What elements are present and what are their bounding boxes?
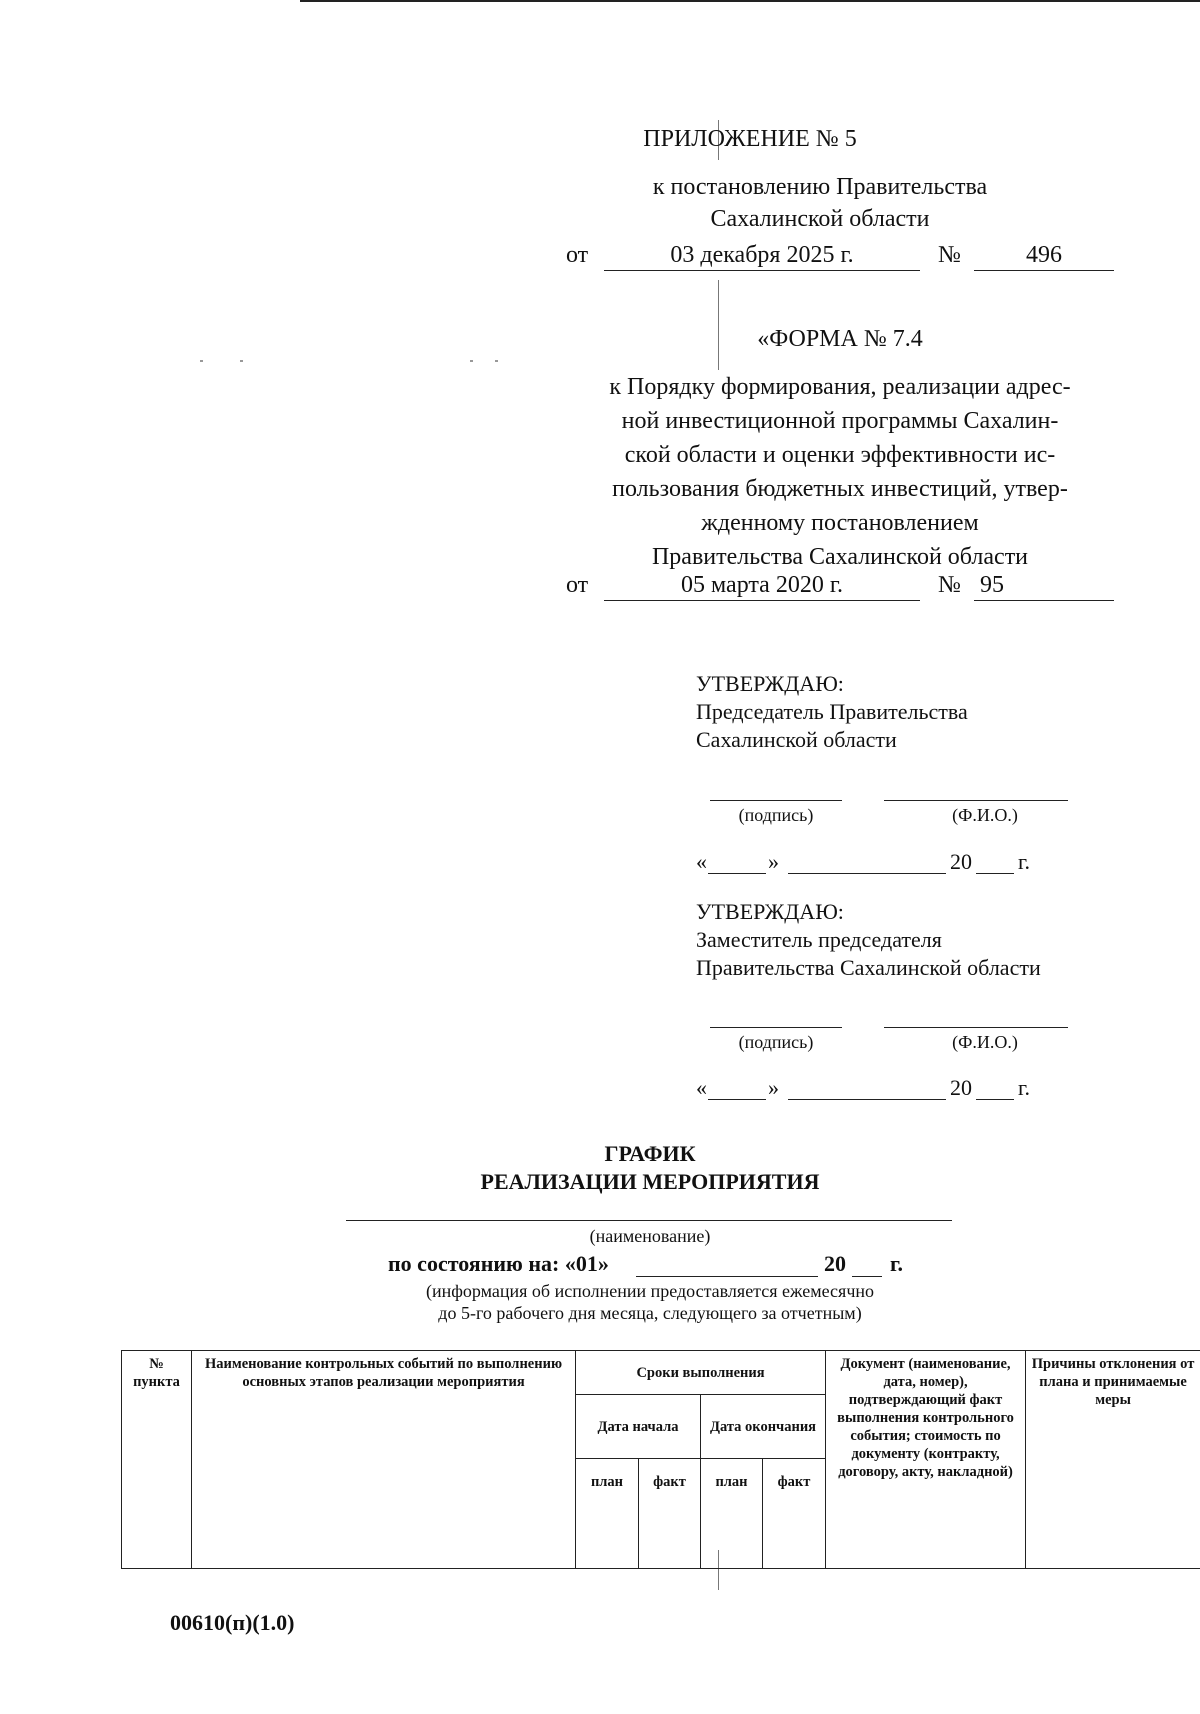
- schedule-table: [121, 1350, 1200, 1569]
- col-end-fact: факт: [763, 1459, 826, 1569]
- appendix-number-label: №: [938, 242, 961, 268]
- appendix-date: 03 декабря 2025 г.: [670, 242, 854, 268]
- approval-2-day-line: [708, 1099, 766, 1100]
- approval-2-role-1: Заместитель председателя: [696, 927, 942, 952]
- col-end-plan: план: [701, 1459, 763, 1569]
- appendix-date-line: [604, 270, 920, 271]
- col-start-plan: план: [576, 1459, 639, 1569]
- col-start-header: Дата начала: [576, 1395, 701, 1459]
- schedule-note-2: до 5-го рабочего дня месяца, следующего за отчетным): [438, 1303, 862, 1323]
- form-date: 05 марта 2020 г.: [681, 572, 843, 598]
- form-line-3: ской области и оценки эффективности ис-: [624, 442, 1056, 468]
- col-events-header: Наименование контрольных событий по выполнению основных этапов реализации мероприятия: [192, 1351, 576, 1569]
- approval-2-signature-line: [710, 1027, 842, 1028]
- scan-fold-mark: [718, 280, 719, 370]
- approval-1-role-1: Председатель Правительства: [696, 699, 968, 724]
- form-number-label: №: [938, 572, 961, 598]
- col-number-header: № пункта: [122, 1351, 192, 1569]
- approval-1-year-suffix: г.: [1018, 849, 1031, 874]
- schedule-status-label: по состоянию на: «01»: [388, 1251, 609, 1276]
- schedule-name-caption: (наименование): [589, 1226, 711, 1246]
- appendix-number: 496: [1026, 242, 1062, 268]
- appendix-line1: к постановлению Правительства: [652, 174, 988, 200]
- approval-2-heading: УТВЕРЖДАЮ:: [696, 899, 844, 924]
- approval-1-role-2: Сахалинской области: [696, 727, 897, 752]
- scan-speck: [470, 360, 473, 362]
- approval-1-year-line: [976, 873, 1014, 874]
- form-line-2: ной инвестиционной программы Сахалин-: [621, 408, 1059, 434]
- schedule-status-year: 20: [824, 1251, 846, 1276]
- schedule-name-line: [346, 1220, 952, 1221]
- approval-2-month-line: [788, 1099, 946, 1100]
- schedule-status-month-line: [636, 1276, 818, 1277]
- approval-1-year-prefix: 20: [950, 849, 972, 874]
- approval-1-name-label: (Ф.И.О.): [952, 805, 1018, 825]
- form-description: [540, 372, 1140, 576]
- form-from-label: от: [566, 572, 589, 598]
- appendix-title: ПРИЛОЖЕНИЕ № 5: [643, 126, 857, 152]
- appendix-number-line: [974, 270, 1114, 271]
- approval-2-year-line: [976, 1099, 1014, 1100]
- approval-2-year-suffix: г.: [1018, 1075, 1031, 1100]
- schedule-note-1: (информация об исполнении предоставляется ежемесячно: [425, 1281, 874, 1301]
- approval-1-date-close: »: [768, 849, 779, 874]
- schedule-status-year-suffix: г.: [890, 1251, 904, 1276]
- scan-top-line: [300, 0, 1200, 2]
- appendix-line2: Сахалинской области: [710, 206, 930, 232]
- col-document-header: Документ (наименование, дата, номер), подтверждающий факт выполнения контрольного события; стоимость по документу (контракту, договору, акту, накладной): [826, 1351, 1026, 1569]
- approval-2-date-open: «: [696, 1075, 707, 1100]
- approval-1-date-open: «: [696, 849, 707, 874]
- approval-2-date-close: »: [768, 1075, 779, 1100]
- form-line-5: жденному постановлением: [701, 510, 979, 536]
- scan-speck: [240, 360, 243, 362]
- approval-1-name-line: [884, 800, 1068, 801]
- approval-2-year-prefix: 20: [950, 1075, 972, 1100]
- approval-1-signature-line: [710, 800, 842, 801]
- form-line-4: пользования бюджетных инвестиций, утвер-: [612, 476, 1068, 502]
- approval-2-name-label: (Ф.И.О.): [952, 1032, 1018, 1052]
- form-line-1: к Порядку формирования, реализации адрес-: [609, 374, 1071, 400]
- form-line-6: Правительства Сахалинской области: [651, 544, 1029, 570]
- form-number: 95: [980, 572, 1004, 598]
- scan-speck: [200, 360, 203, 362]
- schedule-title-2: РЕАЛИЗАЦИИ МЕРОПРИЯТИЯ: [480, 1169, 820, 1194]
- col-start-fact: факт: [639, 1459, 701, 1569]
- approval-1-day-line: [708, 873, 766, 874]
- form-number-line: [974, 600, 1114, 601]
- approval-2-name-line: [884, 1027, 1068, 1028]
- scan-speck: [495, 360, 498, 362]
- form-date-line: [604, 600, 920, 601]
- col-end-header: Дата окончания: [701, 1395, 826, 1459]
- schedule-status-year-line: [852, 1276, 882, 1277]
- approval-1-heading: УТВЕРЖДАЮ:: [696, 671, 844, 696]
- approval-2-signature-label: (подпись): [738, 1032, 814, 1052]
- approval-1-signature-label: (подпись): [738, 805, 814, 825]
- approval-2-role-2: Правительства Сахалинской области: [696, 955, 1041, 980]
- col-terms-header: Сроки выполнения: [576, 1351, 826, 1395]
- schedule-title-1: ГРАФИК: [604, 1141, 696, 1166]
- col-reasons-header: Причины отклонения от плана и принимаемые меры: [1026, 1351, 1200, 1569]
- appendix-from-label: от: [566, 242, 589, 268]
- footer-code: 00610(п)(1.0): [170, 1610, 295, 1635]
- approval-1-month-line: [788, 873, 946, 874]
- form-title: «ФОРМА № 7.4: [757, 326, 923, 352]
